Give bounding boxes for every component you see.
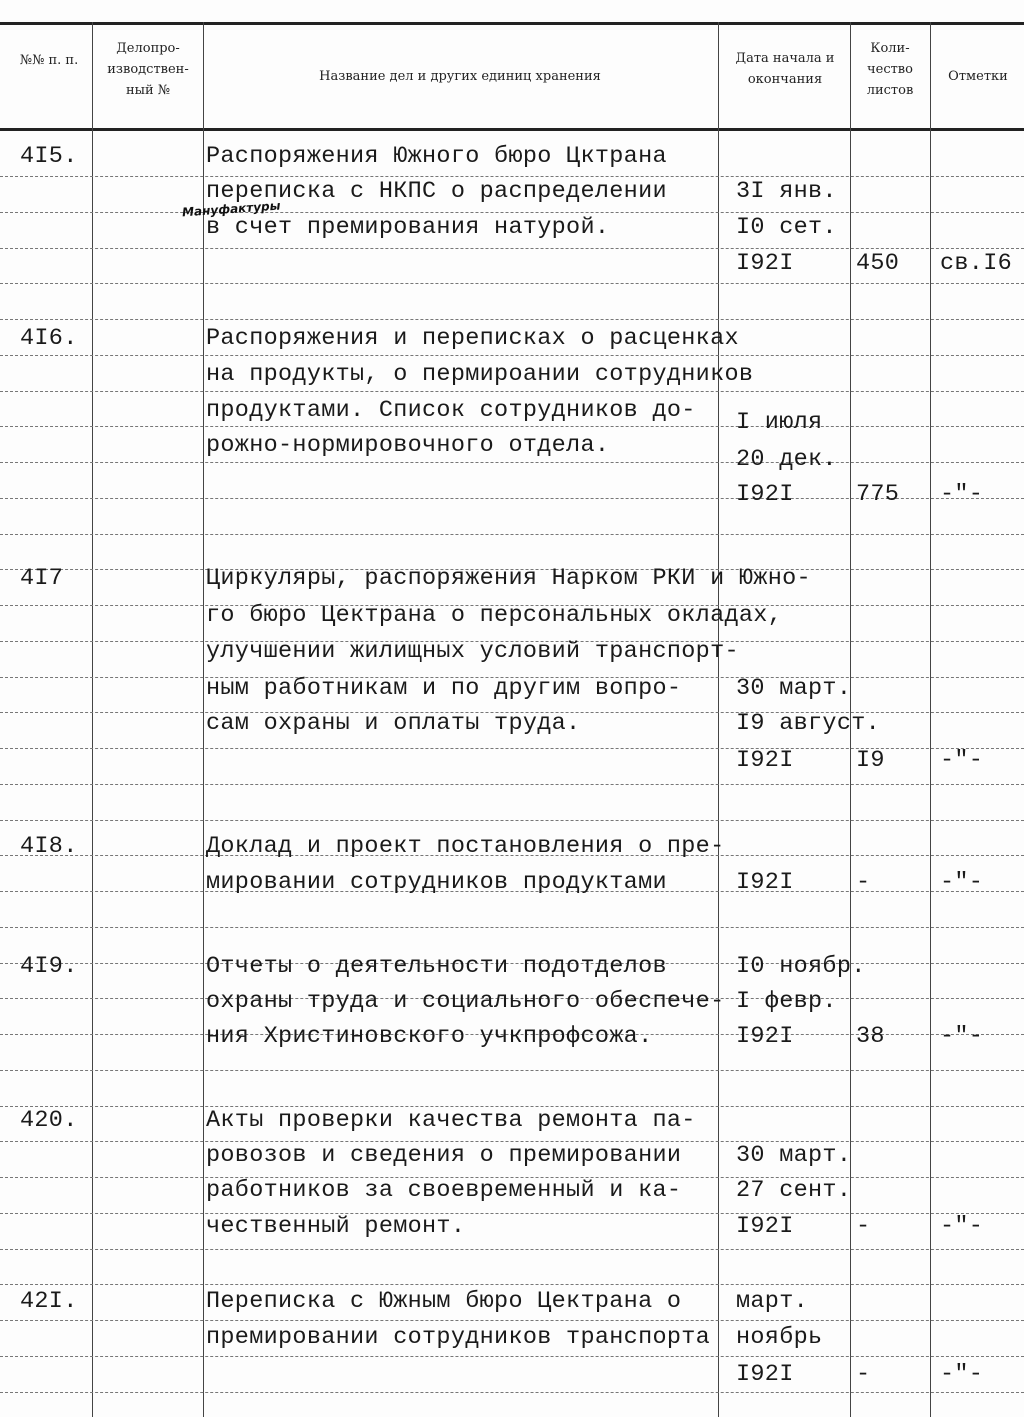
entry-date: I92I xyxy=(736,1023,794,1050)
column-divider xyxy=(930,22,931,1417)
row-rule xyxy=(0,1392,1024,1393)
entry-number: 4I9. xyxy=(20,953,78,980)
row-rule xyxy=(0,283,1024,284)
row-rule xyxy=(0,784,1024,785)
entry-notes: -"- xyxy=(940,747,984,774)
entry-sheet-count: I9 xyxy=(856,747,885,774)
entry-date: 30 март. xyxy=(736,675,852,702)
entry-sheet-count: - xyxy=(856,869,871,896)
entry-number: 4I5. xyxy=(20,143,78,170)
row-rule xyxy=(0,927,1024,928)
entry-title-line: Распоряжения и переписках о расценках xyxy=(206,325,739,352)
entry-date: I92I xyxy=(736,869,794,896)
entry-title-line: улучшении жилищных условий транспорт- xyxy=(206,638,739,665)
entry-title-line: Акты проверки качества ремонта па- xyxy=(206,1107,696,1134)
entry-title-line: Переписка с Южным бюро Цектрана о xyxy=(206,1288,682,1315)
row-rule xyxy=(0,391,1024,392)
handwritten-annotation: Мануфактуры xyxy=(181,198,281,220)
entry-notes: -"- xyxy=(940,1213,984,1240)
entry-notes: -"- xyxy=(940,1023,984,1050)
entry-title-line: переписка с НКПС о распределении xyxy=(206,178,667,205)
header-num: №№ п. п. xyxy=(19,53,79,68)
entry-title-line: ния Христиновского учкпрофсожа. xyxy=(206,1023,653,1050)
entry-notes: св.I6 xyxy=(940,250,1013,277)
entry-date: 30 март. xyxy=(736,1142,852,1169)
entry-title-line: охраны труда и социального обеспече- xyxy=(206,988,725,1015)
row-rule xyxy=(0,1070,1024,1071)
row-rule xyxy=(0,355,1024,356)
row-rule xyxy=(0,534,1024,535)
entry-date: I92I xyxy=(736,747,794,774)
entry-date: 3I янв. xyxy=(736,178,837,205)
entry-title-line: го бюро Цектрана о персональных окладах, xyxy=(206,602,783,629)
entry-sheet-count: 450 xyxy=(856,250,900,277)
entry-sheet-count: 38 xyxy=(856,1023,885,1050)
entry-title-line: работников за своевременный и ка- xyxy=(206,1177,682,1204)
entry-title-line: на продукты, о пермироании сотрудников xyxy=(206,361,754,388)
entry-title-line: премировании сотрудников транспорта xyxy=(206,1324,711,1351)
entry-date: I0 сет. xyxy=(736,214,837,241)
entry-date: март. xyxy=(736,1288,809,1315)
header-dates: Дата начала и окончания xyxy=(735,51,835,87)
entry-date: I0 ноябр. xyxy=(736,953,866,980)
entry-number: 4I6. xyxy=(20,325,78,352)
entry-date: I92I xyxy=(736,481,794,508)
entry-title-line: Распоряжения Южного бюро Цктрана xyxy=(206,143,667,170)
row-rule xyxy=(0,1284,1024,1285)
entry-title-line: ровозов и сведения о премировании xyxy=(206,1142,682,1169)
top-rule xyxy=(0,22,1024,25)
entry-title-line: в счет премирования натурой. xyxy=(206,214,610,241)
entry-date: I июля xyxy=(736,409,823,436)
entry-number: 4I7 xyxy=(20,565,64,592)
entry-notes: -"- xyxy=(940,481,984,508)
entry-title-line: Доклад и проект постановления о пре- xyxy=(206,833,725,860)
column-divider xyxy=(203,22,204,1417)
row-rule xyxy=(0,176,1024,177)
entry-date: I9 август. xyxy=(736,710,881,737)
entry-sheet-count: 775 xyxy=(856,481,900,508)
row-rule xyxy=(0,212,1024,213)
entry-date: 20 дек. xyxy=(736,446,837,473)
header-office-num: Делопро- изводствен- ный № xyxy=(107,41,189,98)
column-divider xyxy=(718,22,719,1417)
row-rule xyxy=(0,1249,1024,1250)
column-divider xyxy=(92,22,93,1417)
entry-date: I92I xyxy=(736,250,794,277)
entry-title-line: чественный ремонт. xyxy=(206,1213,466,1240)
entry-title-line: Циркуляры, распоряжения Нарком РКИ и Южно- xyxy=(206,565,811,592)
header-sheets: Коли- чество листов xyxy=(866,41,914,98)
entry-date: ноябрь xyxy=(736,1324,823,1351)
header-rule xyxy=(0,128,1024,131)
entry-number: 4I8. xyxy=(20,833,78,860)
row-rule xyxy=(0,426,1024,427)
entry-notes: -"- xyxy=(940,869,984,896)
row-rule xyxy=(0,319,1024,320)
row-rule xyxy=(0,820,1024,821)
entry-title-line: мировании сотрудников продуктами xyxy=(206,869,667,896)
entry-sheet-count: - xyxy=(856,1213,871,1240)
entry-number: 420. xyxy=(20,1107,78,1134)
header-title: Название дел и других единиц хранения xyxy=(319,69,601,84)
row-rule xyxy=(0,1356,1024,1357)
row-rule xyxy=(0,248,1024,249)
entry-title-line: рожно-нормировочного отдела. xyxy=(206,432,610,459)
row-rule xyxy=(0,1320,1024,1321)
header-notes: Отметки xyxy=(948,69,1008,84)
entry-number: 42I. xyxy=(20,1288,78,1315)
entry-date: 27 сент. xyxy=(736,1177,852,1204)
entry-title-line: Отчеты о деятельности подотделов xyxy=(206,953,667,980)
entry-date: I92I xyxy=(736,1361,794,1388)
entry-sheet-count: - xyxy=(856,1361,871,1388)
row-rule xyxy=(0,462,1024,463)
entry-title-line: сам охраны и оплаты труда. xyxy=(206,710,581,737)
entry-title-line: ным работникам и по другим вопро- xyxy=(206,675,682,702)
entry-date: I февр. xyxy=(736,988,837,1015)
entry-date: I92I xyxy=(736,1213,794,1240)
entry-title-line: продуктами. Список сотрудников до- xyxy=(206,397,696,424)
entry-notes: -"- xyxy=(940,1361,984,1388)
